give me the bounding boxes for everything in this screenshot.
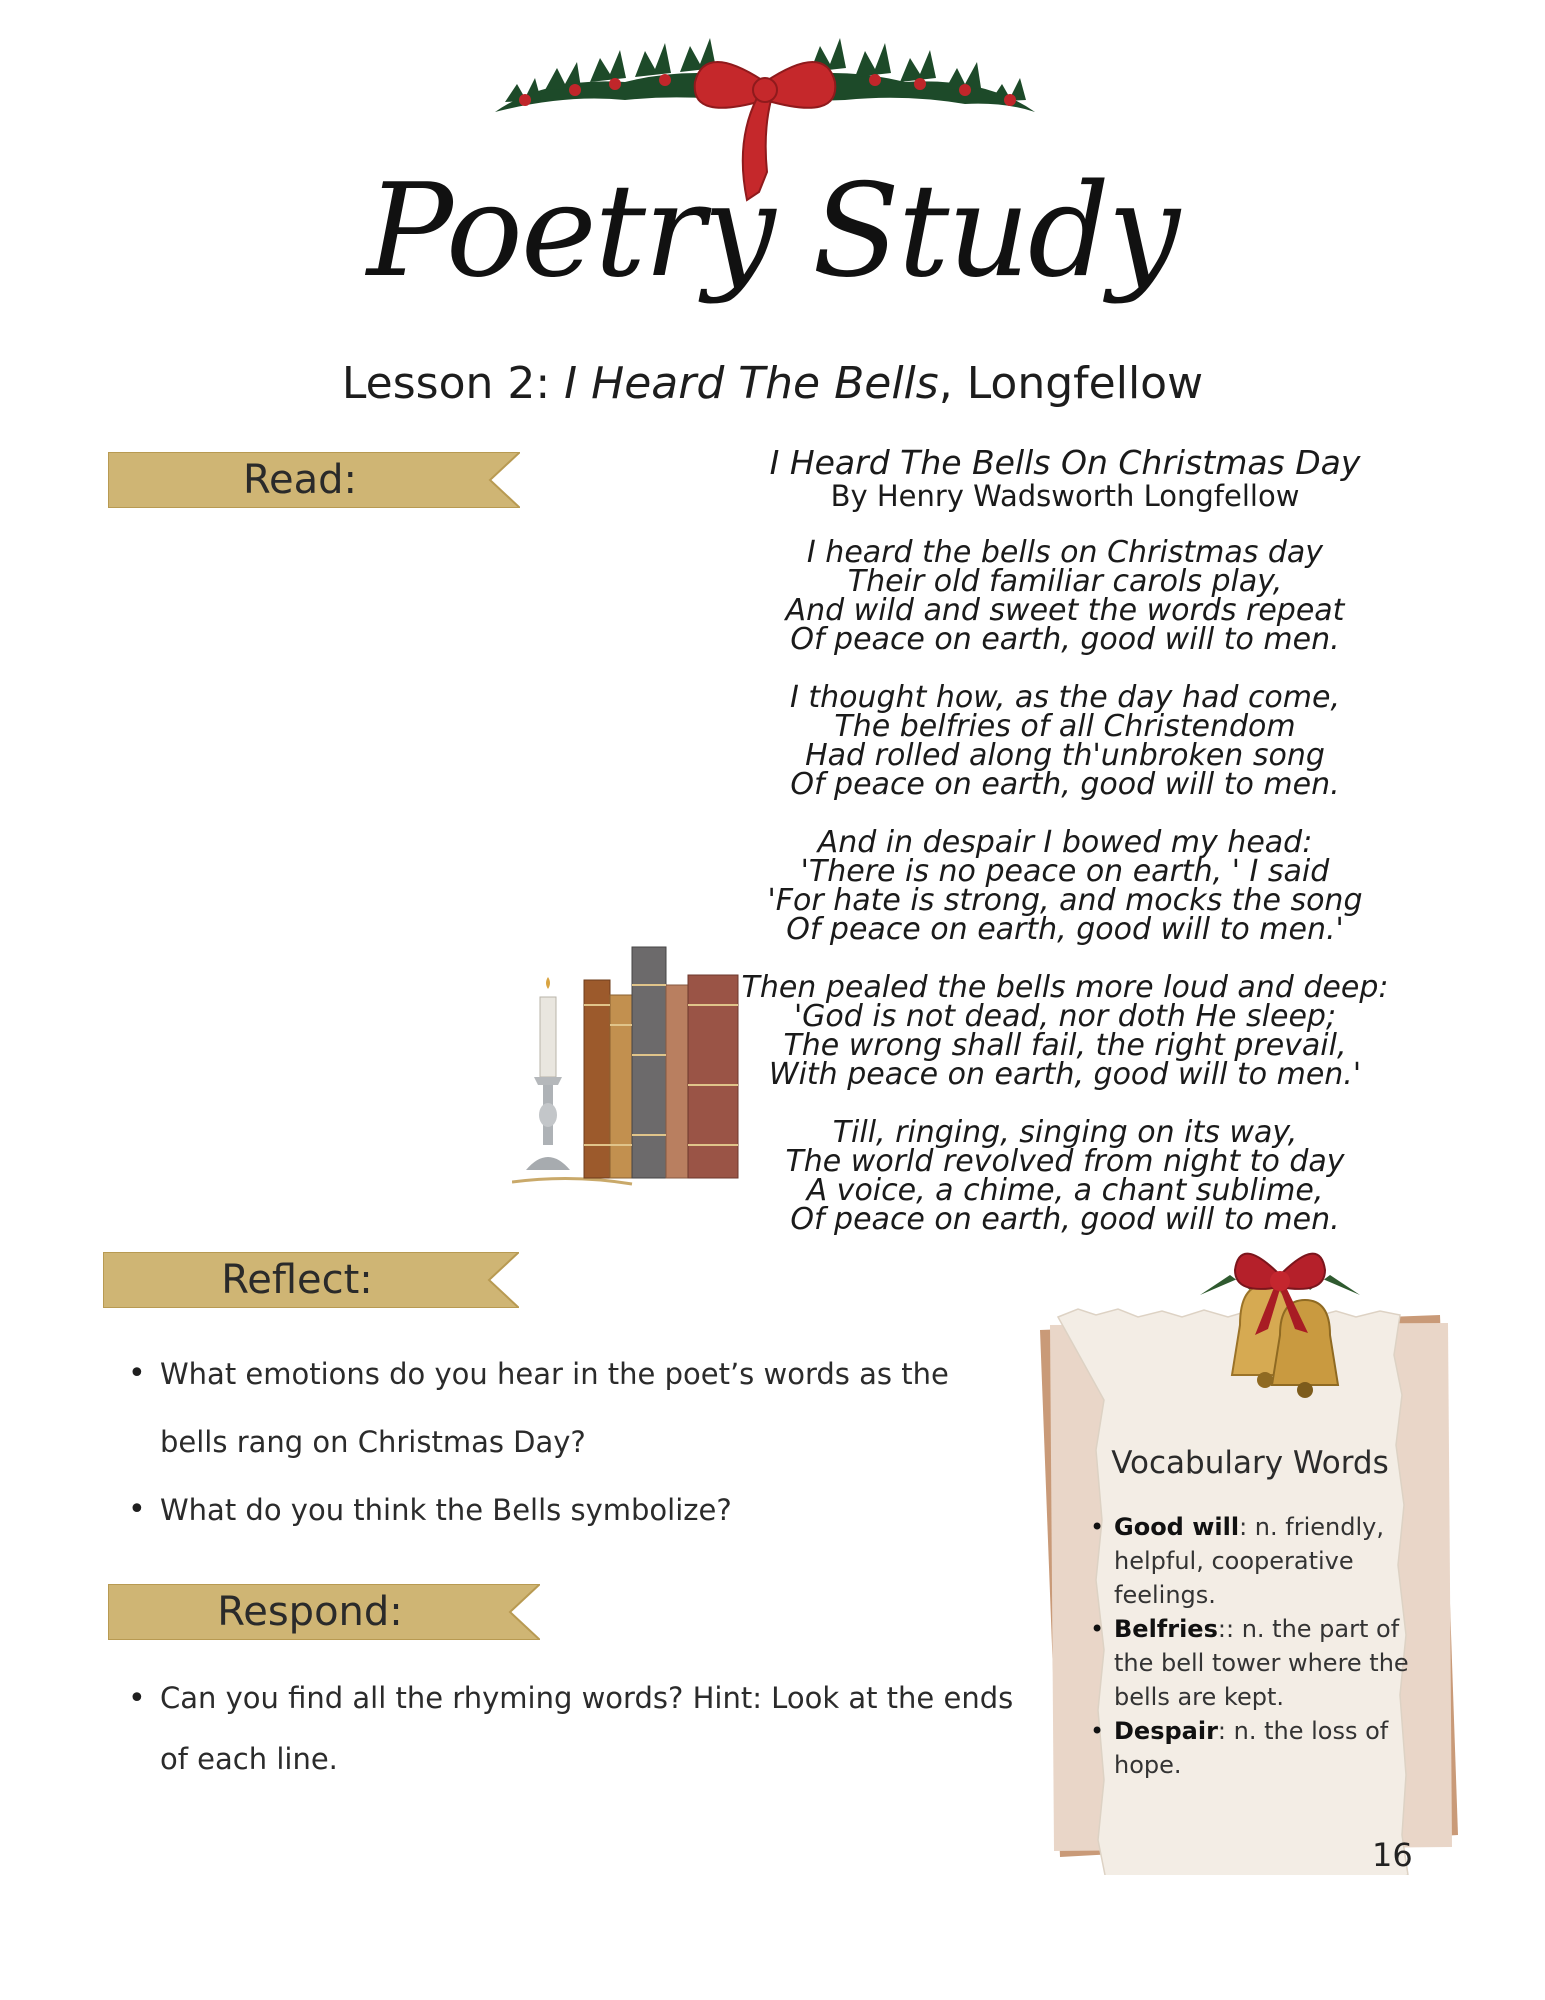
stanza: [735, 825, 1395, 947]
read-banner: [108, 452, 520, 508]
list-item: [1090, 1714, 1420, 1782]
lesson-prefix: Lesson 2:: [341, 358, 565, 409]
lesson-heading: [0, 358, 1545, 409]
poem-line: 'God is not dead, nor doth He sleep;: [793, 999, 1337, 1034]
poem-line: Then pealed the bells more loud and deep:: [741, 970, 1389, 1005]
page-title: Poetry Study: [366, 157, 1179, 306]
reflect-questions: [128, 1340, 1008, 1544]
list-item: [1090, 1510, 1420, 1612]
stanza: [735, 970, 1395, 1092]
poem-line: I thought how, as the day had come,: [789, 680, 1341, 715]
stanza: [735, 535, 1395, 657]
vocabulary-title: Vocabulary Words: [1111, 1445, 1389, 1481]
stanza: [735, 680, 1395, 802]
respond-banner: [108, 1584, 540, 1640]
read-label: Read:: [243, 457, 357, 503]
books-candle-illustration: [512, 945, 762, 1190]
vocabulary-list: [1090, 1510, 1420, 1782]
reflect-banner: [103, 1252, 519, 1308]
respond-questions: [128, 1668, 1028, 1790]
list-item: [1090, 1612, 1420, 1714]
lesson-suffix: , Longfellow: [938, 358, 1204, 409]
vocab-definition: n. the loss of hope.: [1114, 1717, 1389, 1779]
poem-line: And in despair I bowed my head:: [817, 825, 1313, 860]
poem-line: Of peace on earth, good will to men.: [790, 1202, 1340, 1237]
poem-line: A voice, a chime, a chant sublime,: [806, 1173, 1324, 1208]
vocab-separator: :: [1239, 1513, 1248, 1541]
poem-line: Of peace on earth, good will to men.: [790, 622, 1340, 657]
vocab-term: Good will: [1114, 1513, 1240, 1541]
poem: [735, 443, 1395, 1263]
poem-line: I heard the bells on Christmas day: [806, 535, 1324, 570]
list-item: • What do you think the Bells symbolize?: [128, 1476, 1008, 1544]
lesson-poem-title: I Heard The Bells: [564, 358, 939, 409]
vocab-definition: n. friendly, helpful, cooperative feelings.: [1114, 1513, 1384, 1609]
vocab-separator: ::: [1217, 1615, 1242, 1643]
poem-line: 'There is no peace on earth, ' I said: [800, 854, 1330, 889]
vocab-term: Belfries: [1114, 1615, 1218, 1643]
poem-line: And wild and sweet the words repeat: [785, 593, 1345, 628]
page-number: 16: [1372, 1836, 1413, 1874]
poem-line: With peace on earth, good will to men.': [768, 1057, 1362, 1092]
respond-label: Respond:: [217, 1589, 403, 1635]
poem-line: Had rolled along th'unbroken song: [805, 738, 1325, 773]
list-item: • What emotions do you hear in the poet’s words as the bells rang on Christmas Day?: [128, 1340, 1008, 1476]
poem-line: The wrong shall fail, the right prevail,: [783, 1028, 1347, 1063]
bells-icon: [1180, 1225, 1380, 1425]
poem-title: I Heard The Bells On Christmas Day: [769, 443, 1361, 482]
poem-line: Till, ringing, singing on its way,: [832, 1115, 1298, 1150]
vocab-separator: :: [1217, 1717, 1227, 1745]
poem-line: The world revolved from night to day: [785, 1144, 1345, 1179]
poem-line: Of peace on earth, good will to men.': [786, 912, 1344, 947]
stanza: [735, 1115, 1395, 1237]
poem-line: Of peace on earth, good will to men.: [790, 767, 1340, 802]
vocab-term: Despair: [1114, 1717, 1218, 1745]
poem-line: 'For hate is strong, and mocks the song: [767, 883, 1363, 918]
poem-author: By Henry Wadsworth Longfellow: [830, 479, 1300, 513]
list-item: • Can you find all the rhyming words? Hint: Look at the ends of each line.: [128, 1668, 1028, 1790]
vocab-definition: n. the part of the bell tower where the bells are kept.: [1114, 1615, 1409, 1711]
poem-line: Their old familiar carols play,: [847, 564, 1283, 599]
vocabulary-card: [1020, 1235, 1470, 1875]
poem-line: The belfries of all Christendom: [834, 709, 1296, 744]
reflect-label: Reflect:: [221, 1257, 373, 1303]
